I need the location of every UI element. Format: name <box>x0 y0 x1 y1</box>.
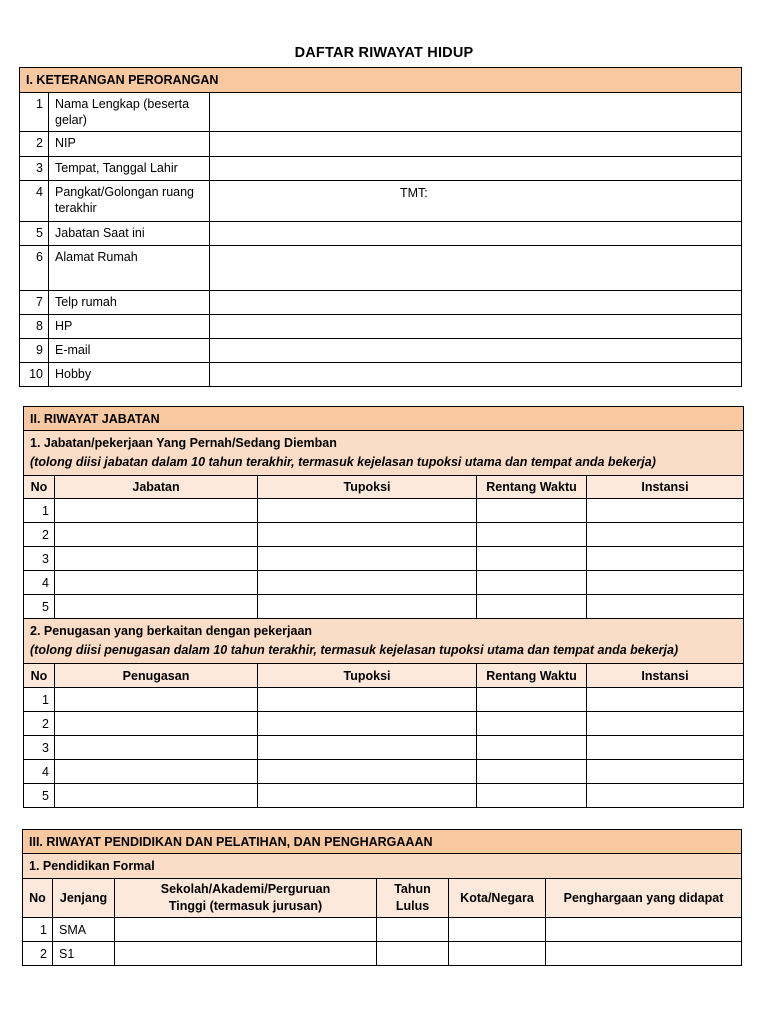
table-cell[interactable] <box>477 547 587 571</box>
table-cell[interactable] <box>477 736 587 760</box>
table-cell[interactable] <box>258 499 477 523</box>
education-level: SMA <box>53 918 115 942</box>
table-row <box>23 918 742 942</box>
table-cell[interactable] <box>377 918 449 942</box>
row-number: 1 <box>24 688 55 712</box>
table-cell[interactable] <box>477 499 587 523</box>
subsection-heading <box>24 431 744 476</box>
field-value-cell[interactable] <box>210 291 742 315</box>
column-header: Rentang Waktu <box>477 476 587 499</box>
table-row <box>24 547 744 571</box>
row-number: 4 <box>24 760 55 784</box>
table-row <box>24 523 744 547</box>
table-cell[interactable] <box>55 760 258 784</box>
table-cell[interactable] <box>258 688 477 712</box>
column-header: Tupoksi <box>258 664 477 688</box>
table-cell[interactable] <box>449 918 546 942</box>
table-cell[interactable] <box>587 499 744 523</box>
column-header: No <box>23 879 53 918</box>
table-cell[interactable] <box>477 595 587 619</box>
table-cell[interactable] <box>55 736 258 760</box>
table-cell[interactable] <box>258 595 477 619</box>
column-header: No <box>24 476 55 499</box>
table-cell[interactable] <box>55 571 258 595</box>
table-cell[interactable] <box>477 523 587 547</box>
field-label: Hobby <box>49 363 210 387</box>
table-cell[interactable] <box>587 571 744 595</box>
column-header: Sekolah/Akademi/Perguruan Tinggi (termasuk jurusan) <box>115 879 377 918</box>
table-cell[interactable] <box>55 547 258 571</box>
field-value-cell[interactable] <box>210 222 742 246</box>
table-cell[interactable] <box>55 784 258 808</box>
subsection-heading <box>24 619 744 664</box>
row-number: 2 <box>20 132 49 157</box>
table-cell[interactable] <box>587 595 744 619</box>
table-cell[interactable] <box>477 784 587 808</box>
row-number: 2 <box>24 712 55 736</box>
field-value-cell[interactable] <box>210 181 742 222</box>
field-label: E-mail <box>49 339 210 363</box>
table-cell[interactable] <box>587 736 744 760</box>
field-label: HP <box>49 315 210 339</box>
field-value-cell[interactable] <box>210 315 742 339</box>
table-row <box>24 760 744 784</box>
table-row <box>24 688 744 712</box>
row-number: 3 <box>24 547 55 571</box>
column-header: Instansi <box>587 664 744 688</box>
table-cell[interactable] <box>587 784 744 808</box>
table-row <box>24 712 744 736</box>
table-row <box>24 736 744 760</box>
row-number: 6 <box>20 246 49 291</box>
section-heading: II. RIWAYAT JABATAN <box>24 407 744 431</box>
table-cell[interactable] <box>258 760 477 784</box>
table-cell[interactable] <box>546 942 742 966</box>
subsection-note: (tolong diisi penugasan dalam 10 tahun terakhir, termasuk kejelasan tupoksi utama dan tempat anda bekerja) <box>30 643 679 657</box>
table-cell[interactable] <box>55 712 258 736</box>
table-row <box>24 784 744 808</box>
row-number: 4 <box>20 181 49 222</box>
table-cell[interactable] <box>477 760 587 784</box>
field-label: Alamat Rumah <box>49 246 210 291</box>
row-number: 7 <box>20 291 49 315</box>
field-value-cell[interactable] <box>210 132 742 157</box>
row-number: 5 <box>24 595 55 619</box>
table-cell[interactable] <box>258 571 477 595</box>
row-number: 9 <box>20 339 49 363</box>
column-header: Jabatan <box>55 476 258 499</box>
row-number: 4 <box>24 571 55 595</box>
column-header: Rentang Waktu <box>477 664 587 688</box>
row-number: 5 <box>20 222 49 246</box>
column-header: Jenjang <box>53 879 115 918</box>
table-cell[interactable] <box>587 547 744 571</box>
table-cell[interactable] <box>587 523 744 547</box>
column-header: Penghargaan yang didapat <box>546 879 742 918</box>
subsection-title: 2. Penugasan yang berkaitan dengan pekerjaan <box>30 624 313 638</box>
table-cell[interactable] <box>587 712 744 736</box>
table-row <box>24 571 744 595</box>
table-cell[interactable] <box>258 736 477 760</box>
column-header: Instansi <box>587 476 744 499</box>
row-number: 1 <box>23 918 53 942</box>
row-number: 3 <box>20 157 49 181</box>
document-title: DAFTAR RIWAYAT HIDUP <box>294 45 474 61</box>
row-number: 8 <box>20 315 49 339</box>
table-cell[interactable] <box>258 547 477 571</box>
table-cell[interactable] <box>587 688 744 712</box>
field-label: Pangkat/Golongan ruang terakhir <box>49 181 210 222</box>
table-row <box>24 595 744 619</box>
row-number: 2 <box>23 942 53 966</box>
table-cell[interactable] <box>258 523 477 547</box>
field-label: Jabatan Saat ini <box>49 222 210 246</box>
table-cell[interactable] <box>115 942 377 966</box>
table-cell[interactable] <box>477 712 587 736</box>
education-level: S1 <box>53 942 115 966</box>
row-number: 2 <box>24 523 55 547</box>
table-cell[interactable] <box>258 784 477 808</box>
table-cell[interactable] <box>55 523 258 547</box>
table-row <box>24 499 744 523</box>
table-cell[interactable] <box>377 942 449 966</box>
row-number: 5 <box>24 784 55 808</box>
row-number: 3 <box>24 736 55 760</box>
table-row <box>23 942 742 966</box>
job-history-table <box>23 406 744 808</box>
field-value-cell[interactable] <box>210 93 742 132</box>
field-value-cell[interactable] <box>210 246 742 291</box>
table-cell[interactable] <box>449 942 546 966</box>
column-header: Kota/Negara <box>449 879 546 918</box>
table-cell[interactable] <box>55 595 258 619</box>
field-label: Telp rumah <box>49 291 210 315</box>
field-value-cell[interactable] <box>210 157 742 181</box>
field-label: Nama Lengkap (beserta gelar) <box>49 93 210 132</box>
subsection-title: 1. Pendidikan Formal <box>23 854 742 879</box>
table-cell[interactable] <box>258 712 477 736</box>
section-heading: III. RIWAYAT PENDIDIKAN DAN PELATIHAN, DAN PENGHARGAAAN <box>23 830 742 854</box>
tmt-label: TMT: <box>400 186 428 200</box>
table-cell[interactable] <box>477 571 587 595</box>
table-cell[interactable] <box>546 918 742 942</box>
personal-info-table <box>19 67 742 387</box>
table-cell[interactable] <box>55 499 258 523</box>
column-header: Penugasan <box>55 664 258 688</box>
column-header: Tupoksi <box>258 476 477 499</box>
field-label: NIP <box>49 132 210 157</box>
section-heading: I. KETERANGAN PERORANGAN <box>20 68 742 93</box>
column-header: Tahun Lulus <box>377 879 449 918</box>
table-cell[interactable] <box>587 760 744 784</box>
row-number: 10 <box>20 363 49 387</box>
education-table <box>22 829 742 966</box>
column-header: No <box>24 664 55 688</box>
field-label: Tempat, Tanggal Lahir <box>49 157 210 181</box>
table-cell[interactable] <box>115 918 377 942</box>
subsection-note: (tolong diisi jabatan dalam 10 tahun terakhir, termasuk kejelasan tupoksi utama dan tempat anda bekerja) <box>30 455 656 469</box>
table-cell[interactable] <box>477 688 587 712</box>
table-cell[interactable] <box>55 688 258 712</box>
row-number: 1 <box>20 93 49 132</box>
subsection-title: 1. Jabatan/pekerjaan Yang Pernah/Sedang Diemban <box>30 436 337 450</box>
field-value-cell[interactable] <box>210 363 742 387</box>
field-value-cell[interactable] <box>210 339 742 363</box>
row-number: 1 <box>24 499 55 523</box>
